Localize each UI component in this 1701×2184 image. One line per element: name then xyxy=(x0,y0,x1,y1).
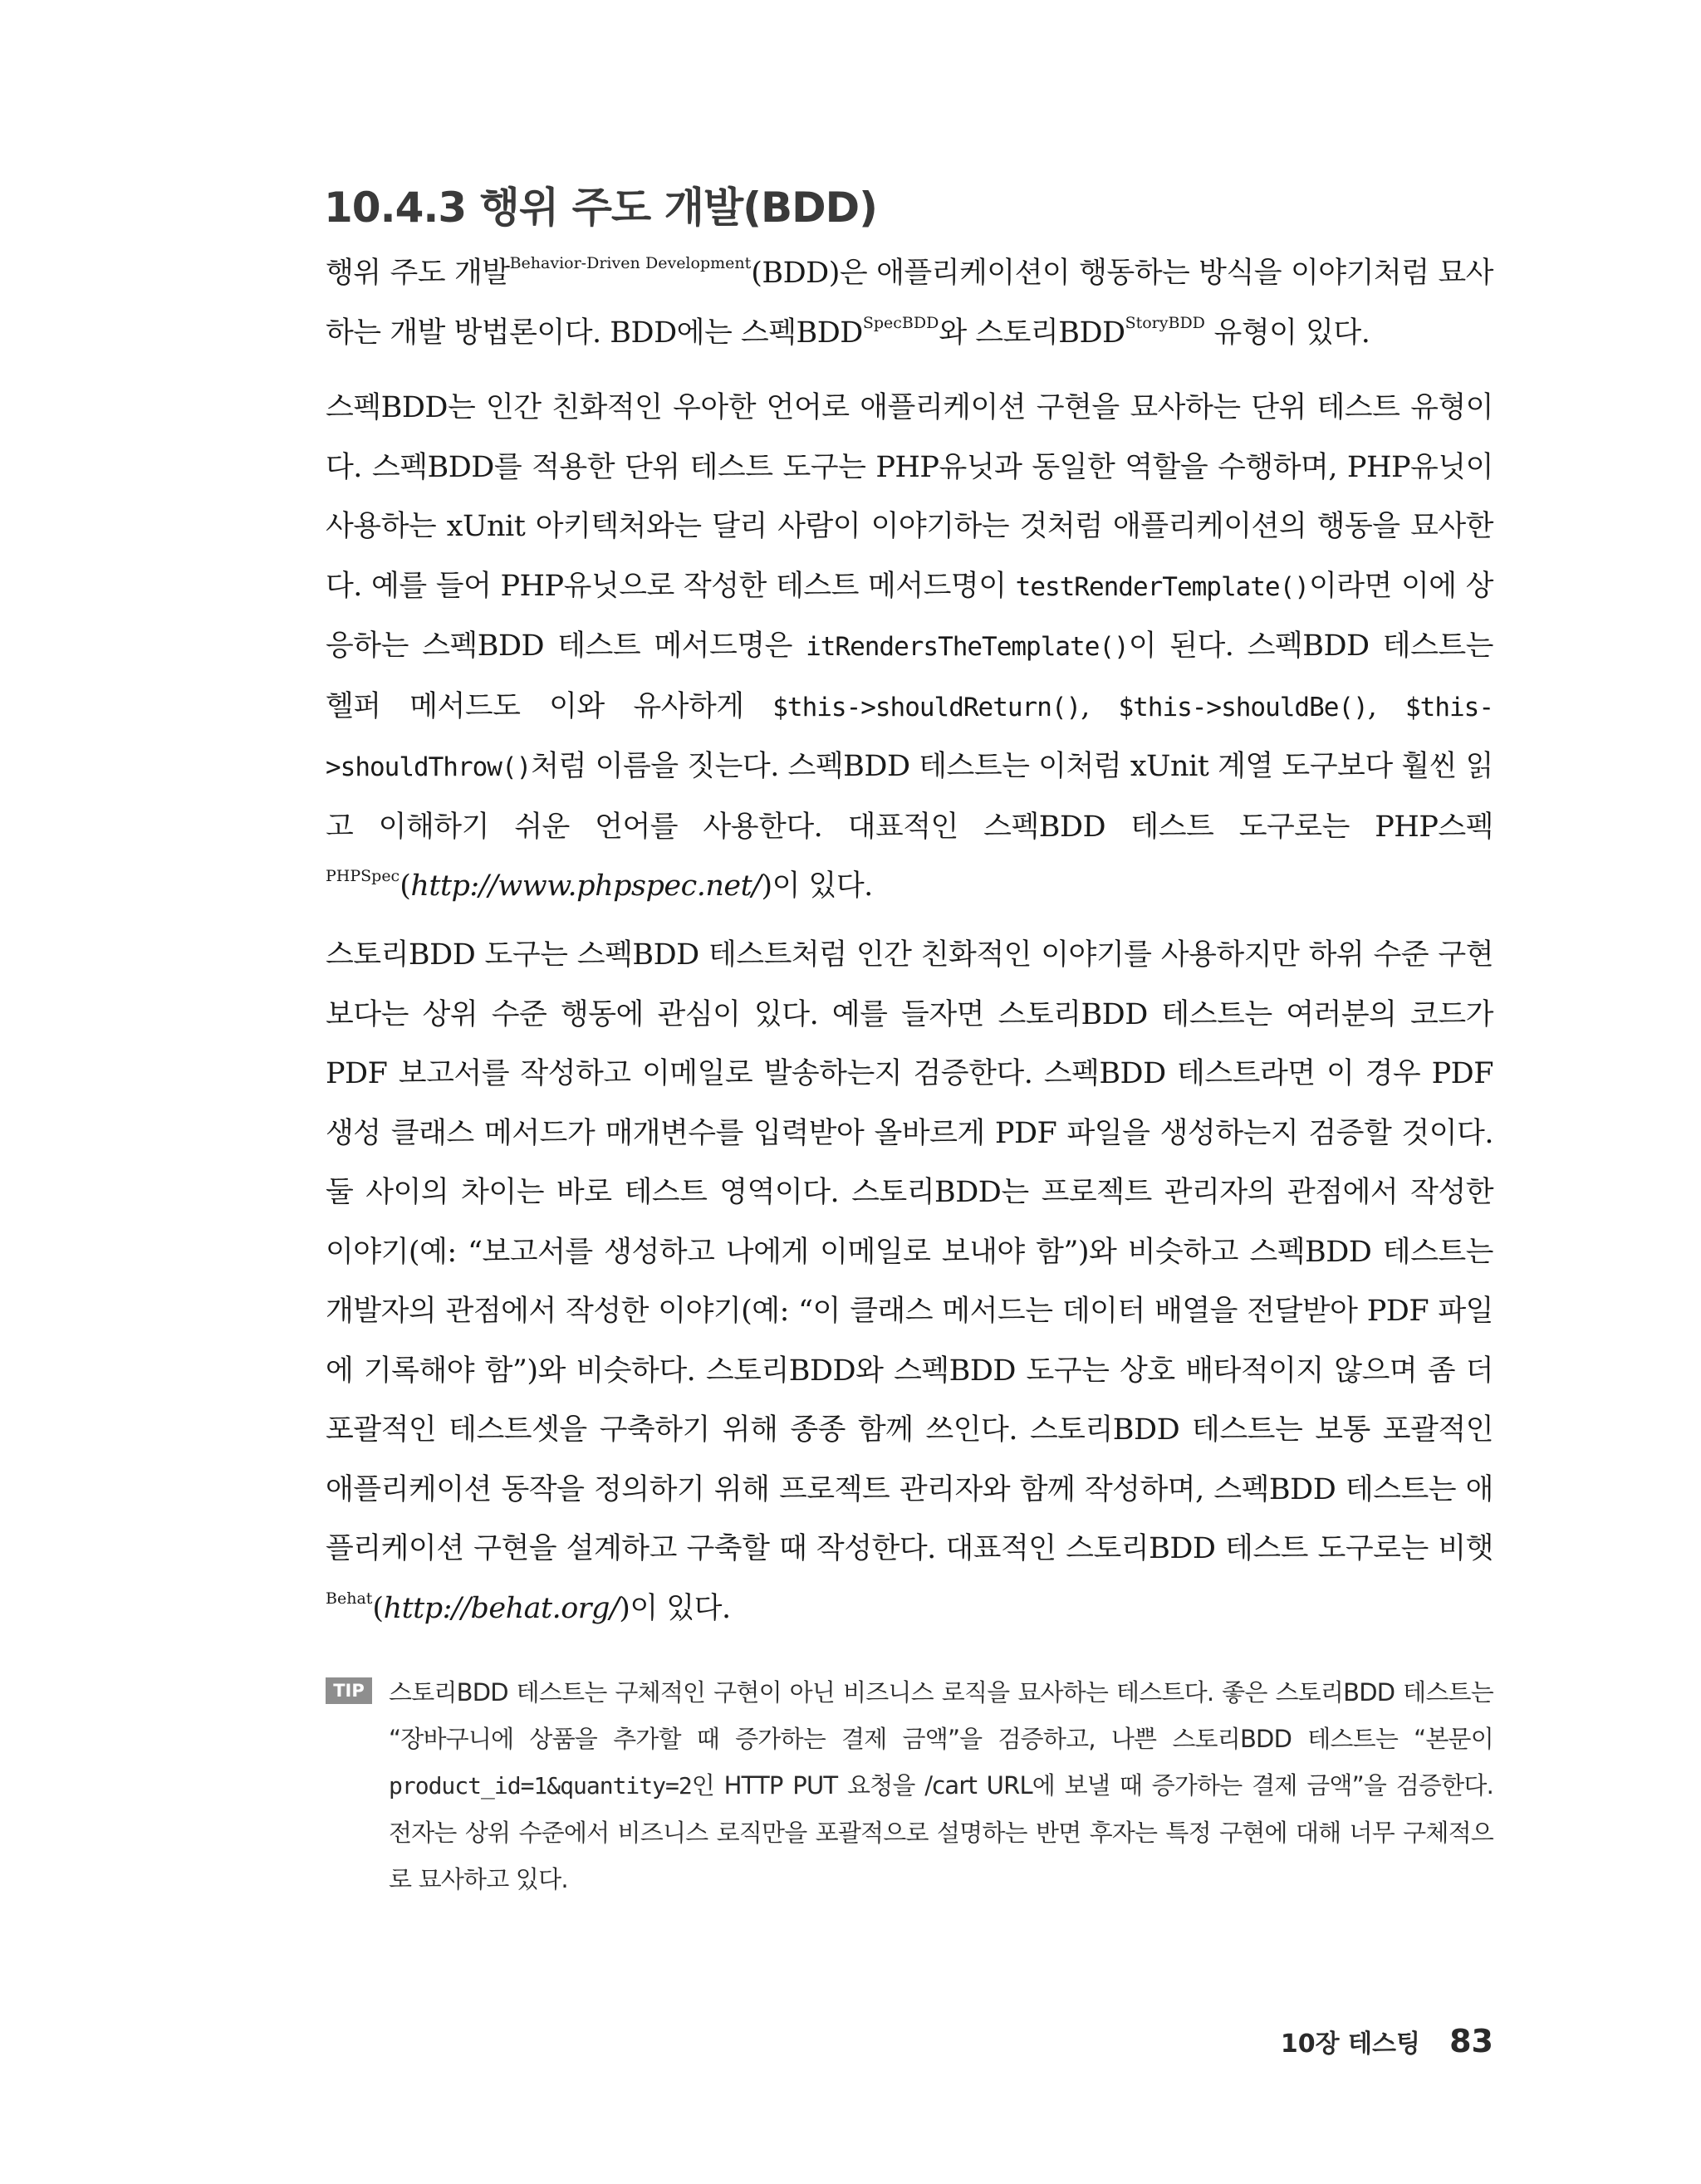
code-it-renders-the-template: itRendersTheTemplate() xyxy=(806,632,1129,662)
chapter-title: 10장 테스팅 xyxy=(1280,2030,1421,2059)
code-request-body: product_id=1&quantity=2 xyxy=(389,1772,692,1800)
text-run: 처럼 이름을 짓는다. 스펙BDD 테스트는 이처럼 xUnit 계열 도구보다 훨씬 읽고 이해하기 쉬운 언어를 사용한다. 대표적인 스펙BDD 테스트 도구로는 PHP스펙 xyxy=(326,750,1493,844)
superscript-behat: Behat xyxy=(326,1589,373,1608)
tip-badge: TIP xyxy=(326,1677,372,1704)
superscript-phpspec: PHPSpec xyxy=(326,866,400,885)
text-run: )이 있다. xyxy=(619,1591,731,1625)
paragraph-bdd-intro xyxy=(326,244,1493,363)
text-run: 와 스토리BDD xyxy=(939,316,1125,350)
text-run: 이라면 이에 상응하는 스펙BDD 테스트 메서드명은 xyxy=(326,569,1493,663)
text-run: 스펙BDD는 인간 친화적인 우아한 언어로 애플리케이션 구현을 묘사하는 단위 테스트 유형이다. 스펙BDD를 적용한 단위 테스트 도구는 PHP유닛과 동일한 역할을 수행하며, PHP유닛이 사용하는 xUnit 아키텍처와는 달리 사람이 이야기하는 것처럼 애플리케이션의 행동을 묘사한다. 예를 들어 PHP유닛으로 작성한 테스트 메서드명이 xyxy=(326,391,1493,603)
paragraph-storybdd xyxy=(326,926,1493,1638)
text-run: ( xyxy=(400,869,411,903)
section-heading: 10.4.3 행위 주도 개발(BDD) xyxy=(324,184,877,232)
paragraph-specbdd xyxy=(326,379,1493,917)
text-run: 이 된다. 스펙BDD 테스트는 헬퍼 메서드도 이와 유사하게 xyxy=(326,629,1493,723)
text-run: 유형이 있다. xyxy=(1204,316,1370,350)
text-run: 행위 주도 개발 xyxy=(326,257,510,290)
behat-url: http://behat.org/ xyxy=(383,1591,620,1625)
text-run: , xyxy=(1367,689,1405,723)
superscript-specbdd: SpecBDD xyxy=(862,313,939,332)
code-test-render-template: testRenderTemplate() xyxy=(1015,571,1309,602)
code-should-throw: $this->shouldThrow() xyxy=(326,692,1493,782)
text-run: (BDD)은 애플리케이션이 행동하는 방식을 이야기처럼 묘사하는 개발 방법론이다. BDD에는 스펙BDD xyxy=(326,257,1493,350)
phpspec-url: http://www.phpspec.net/ xyxy=(410,869,762,903)
text-run: 인 HTTP PUT 요청을 /cart URL에 보낼 때 증가하는 결제 금액”을 검증한다. 전자는 상위 수준에서 비즈니스 로직만을 포괄적으로 설명하는 반면 후자는 특정 구현에 대해 너무 구체적으로 묘사하고 있다. xyxy=(389,1771,1493,1893)
text-run: ( xyxy=(372,1591,384,1625)
text-run: 스토리BDD 테스트는 구체적인 구현이 아닌 비즈니스 로직을 묘사하는 테스트다. 좋은 스토리BDD 테스트는 “장바구니에 상품을 추가할 때 증가하는 결제 금액”을 검증하고, 나쁜 스토리BDD 테스트는 “본문이 xyxy=(389,1678,1493,1753)
tip-text xyxy=(389,1669,1493,1902)
page-number: 83 xyxy=(1449,2023,1493,2059)
text-run: 스토리BDD 도구는 스펙BDD 테스트처럼 인간 친화적인 이야기를 사용하지만 하위 수준 구현보다는 상위 수준 행동에 관심이 있다. 예를 들자면 스토리BDD 테스트는 여러분의 코드가 PDF 보고서를 작성하고 이메일로 발송하는지 검증한다. 스펙BDD 테스트라면 이 경우 PDF 생성 클래스 메서드가 매개변수를 입력받아 올바르게 PDF 파일을 생성하는지 검증할 것이다. 둘 사이의 차이는 바로 테스트 영역이다. 스토리BDD는 프로젝트 관리자의 관점에서 작성한 이야기(예: “보고서를 생성하고 나에게 이메일로 보내야 함”)와 비슷하고 스펙BDD 테스트는 개발자의 관점에서 작성한 이야기(예: “이 클래스 메서드는 데이터 배열을 전달받아 PDF 파일에 기록해야 함”)와 비슷하다. 스토리BDD와 스펙BDD 도구는 상호 배타적이지 않으며 좀 더 포괄적인 테스트셋을 구축하기 위해 종종 함께 쓰인다. 스토리BDD 테스트는 보통 포괄적인 애플리케이션 동작을 정의하기 위해 프로젝트 관리자와 함께 작성하며, 스펙BDD 테스트는 애플리케이션 구현을 설계하고 구축할 때 작성한다. 대표적인 스토리BDD 테스트 도구로는 비햇 xyxy=(326,938,1493,1565)
text-run: , xyxy=(1081,689,1119,723)
superscript-behavior-driven-development: Behavior-Driven Development xyxy=(509,253,752,272)
text-run: )이 있다. xyxy=(761,869,873,903)
code-should-return: $this->shouldReturn() xyxy=(772,692,1081,722)
page-footer xyxy=(1281,2023,1493,2059)
code-should-be: $this->shouldBe() xyxy=(1118,692,1368,722)
superscript-storybdd: StoryBDD xyxy=(1125,313,1205,332)
